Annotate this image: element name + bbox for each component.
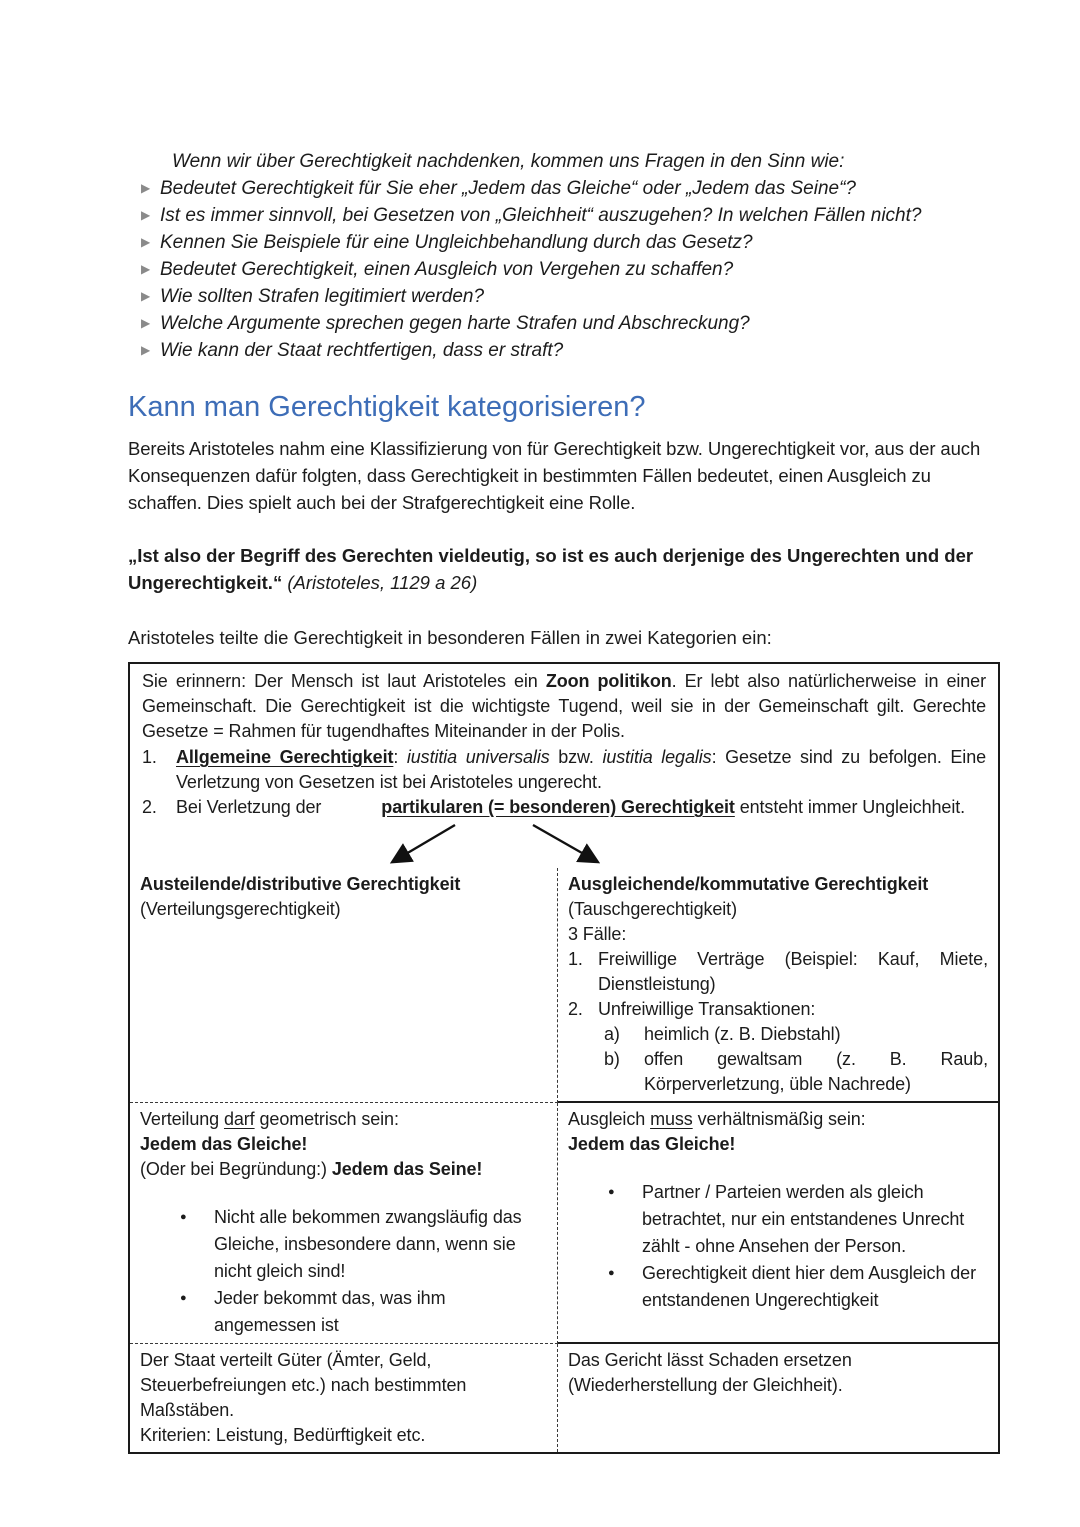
case-item [568, 997, 988, 1022]
column-subheader-right: (Tauschgerechtigkeit) [568, 899, 737, 919]
triangle-bullet-icon: ▶ [141, 235, 151, 249]
case-text: Freiwillige Verträge (Beispiel: Kauf, Miete, Dienstleistung) [598, 949, 988, 994]
triangle-bullet-icon: ▶ [141, 181, 151, 195]
question-text: Ist es immer sinnvoll, bei Gesetzen von „Gleichheit“ auszugehen? In welchen Fällen nicht? [160, 205, 922, 226]
rule-emphasis: muss [650, 1109, 693, 1129]
item-number: 2. [142, 797, 157, 817]
item-body [176, 795, 986, 820]
cases-label: 3 Fälle: [568, 924, 627, 944]
triangle-bullet-icon: ▶ [141, 316, 151, 330]
latin-term: iustitia universalis [406, 747, 550, 767]
bullet-item [608, 1260, 988, 1314]
bullet-icon: ● [180, 1211, 187, 1223]
rule-text: Ausgleich [568, 1109, 651, 1129]
question-item [128, 283, 1000, 310]
table-intro-area [130, 664, 998, 868]
item-number: 2. [568, 999, 583, 1019]
rule-line [140, 1107, 547, 1132]
bullet-item [180, 1204, 547, 1285]
bullet-item [180, 1285, 547, 1339]
example-text-left: Kriterien: Leistung, Bedürftigkeit etc. [140, 1425, 426, 1445]
bullet-icon: ● [608, 1186, 615, 1198]
rule-text: verhältnismäßig sein: [692, 1109, 866, 1129]
bullet-text: Gerechtigkeit dient hier dem Ausgleich der entstandenen Ungerechtigkeit [642, 1263, 976, 1310]
question-text: Wie kann der Staat rechtfertigen, dass er straft? [160, 340, 564, 361]
case-list [568, 947, 988, 1097]
subcase-text: offen gewaltsam (z. B. Raub, Körperverletzung, üble Nachrede) [644, 1049, 988, 1094]
justice-type-list [142, 745, 986, 820]
cell-distributive-header [130, 868, 558, 1103]
quote-source: (Aristoteles, 1129 a 26) [282, 572, 478, 593]
alt-bold: Jedem das Seine! [331, 1159, 483, 1179]
alt-text: (Oder bei Begründung:) [140, 1159, 332, 1179]
intro-paragraph: Bereits Aristoteles nahm eine Klassifizierung von für Gerechtigkeit bzw. Ungerechtigkeit vor, aus der auch Konsequenzen dafür folgten, dass Gerechtigkeit in bestimmten Fällen bedeutet, einen Ausgleich zu schaffen. Dies spielt auch bei der Strafgerechtigkeit eine Rolle. [128, 438, 981, 513]
item-number: b) [604, 1049, 620, 1069]
rule-text: geometrisch sein: [254, 1109, 399, 1129]
column-header-right: Ausgleichende/kommutative Gerechtigkeit [568, 874, 929, 894]
arrow-down-left-icon [394, 825, 455, 861]
item-number: a) [604, 1024, 620, 1044]
question-item [128, 256, 1000, 283]
triangle-bullet-icon: ▶ [141, 262, 151, 276]
arrow-down-right-icon [533, 825, 596, 861]
reminder-text: . Er lebt also natürlicherweise in einer Gemeinschaft. Die Gerechtigkeit ist die wichtigste Tugend, weil sie in der Gemeinschaft gilt. Gerechte Gesetze = Rahmen für tugendhaftes Miteinander in der Polis. [142, 671, 986, 741]
question-item [128, 310, 1000, 337]
item-number: 1. [142, 747, 157, 767]
latin-term: iustitia legalis [602, 747, 712, 767]
case-text: Unfreiwillige Transaktionen: [598, 999, 816, 1019]
reminder-paragraph [142, 669, 986, 744]
subcase-text: heimlich (z. B. Diebstahl) [644, 1024, 841, 1044]
example-text-left: Der Staat verteilt Güter (Ämter, Geld, Steuerbefreiungen etc.) nach bestimmten Maßstäben. [140, 1350, 467, 1420]
item-term: Allgemeine Gerechtigkeit [176, 747, 394, 767]
column-header-left: Austeilende/distributive Gerechtigkeit [140, 874, 461, 894]
quote-text: „Ist also der Begriff des Gerechten vieldeutig, so ist es auch derjenige des Ungerechten und der Ungerechtigkeit.“ [128, 545, 974, 593]
item-number: 1. [568, 949, 583, 969]
section-heading: Kann man Gerechtigkeit kategorisieren? [128, 391, 646, 423]
triangle-bullet-icon: ▶ [141, 289, 151, 303]
bullet-text: Partner / Parteien werden als gleich betrachtet, nur ein entstandenes Unrecht zählt - ohne Ansehen der Person. [642, 1182, 965, 1256]
cell-commutative-example [558, 1344, 998, 1452]
rule-text: Verteilung [140, 1109, 224, 1129]
reminder-bold: Zoon politikon [545, 671, 672, 691]
numbered-item [142, 795, 986, 820]
subcase-item [604, 1047, 988, 1097]
rule-emphasis: darf [223, 1109, 255, 1129]
spacer [568, 1157, 988, 1179]
question-item [128, 229, 1000, 256]
question-item [128, 337, 1000, 364]
bullet-icon: ● [180, 1292, 187, 1304]
column-subheader-left: (Verteilungsgerechtigkeit) [140, 899, 341, 919]
question-list [128, 175, 1000, 364]
spacer [140, 1182, 547, 1204]
bullet-text: Nicht alle bekommen zwangsläufig das Gleiche, insbesondere dann, wenn sie nicht gleich sind! [214, 1207, 522, 1281]
item-text: bzw. [549, 747, 603, 767]
item-text: entsteht immer Ungleichheit. [734, 797, 966, 817]
bullet-item [608, 1179, 988, 1260]
item-term: partikularen (= besonderen) Gerechtigkeit [381, 797, 735, 817]
question-text: Bedeutet Gerechtigkeit, einen Ausgleich von Vergehen zu schaffen? [160, 259, 734, 280]
cell-commutative-rule [558, 1103, 998, 1344]
question-item [128, 175, 1000, 202]
reminder-text: Sie erinnern: Der Mensch ist laut Aristoteles ein [142, 671, 546, 691]
slogan-right: Jedem das Gleiche! [568, 1134, 736, 1154]
branch-arrows [142, 822, 986, 868]
bullet-text: Jeder bekommt das, was ihm angemessen ist [214, 1288, 446, 1335]
lead-in-sentence: Aristoteles teilte die Gerechtigkeit in besonderen Fällen in zwei Kategorien ein: [128, 627, 772, 648]
item-text: : Gesetze sind zu befolgen. Eine Verletzung von Gesetzen ist bei Aristoteles ungerecht. [176, 747, 987, 792]
classification-table [128, 662, 1000, 1454]
case-item [568, 947, 988, 997]
intro-line: Wenn wir über Gerechtigkeit nachdenken, kommen uns Fragen in den Sinn wie: [172, 151, 845, 172]
aristotle-quote [128, 542, 1000, 596]
bullet-list-left [140, 1204, 547, 1339]
item-text: Bei Verletzung der [176, 797, 322, 817]
bullet-icon: ● [608, 1267, 615, 1279]
page-content [128, 148, 1000, 1454]
numbered-item [142, 745, 986, 795]
example-text-right: Das Gericht lässt Schaden ersetzen (Wiederherstellung der Gleichheit). [568, 1350, 852, 1395]
question-text: Wie sollten Strafen legitimiert werden? [160, 286, 485, 307]
cell-distributive-example [130, 1344, 558, 1452]
cell-distributive-rule [130, 1103, 558, 1344]
cell-commutative-header [558, 868, 998, 1103]
subcase-list [604, 1022, 988, 1097]
rule-line [568, 1107, 988, 1132]
question-text: Kennen Sie Beispiele für eine Ungleichbehandlung durch das Gesetz? [160, 232, 753, 253]
triangle-bullet-icon: ▶ [141, 208, 151, 222]
question-text: Bedeutet Gerechtigkeit für Sie eher „Jedem das Gleiche“ oder „Jedem das Seine“? [160, 178, 856, 199]
triangle-bullet-icon: ▶ [141, 343, 151, 357]
subcase-item [604, 1022, 988, 1047]
question-item [128, 202, 1000, 229]
alt-slogan-left [140, 1157, 547, 1182]
comparison-grid [130, 868, 998, 1452]
slogan-left: Jedem das Gleiche! [140, 1134, 308, 1154]
item-text: : [393, 747, 407, 767]
item-body [176, 745, 986, 795]
bullet-list-right [568, 1179, 988, 1314]
question-text: Welche Argumente sprechen gegen harte Strafen und Abschreckung? [160, 313, 750, 334]
